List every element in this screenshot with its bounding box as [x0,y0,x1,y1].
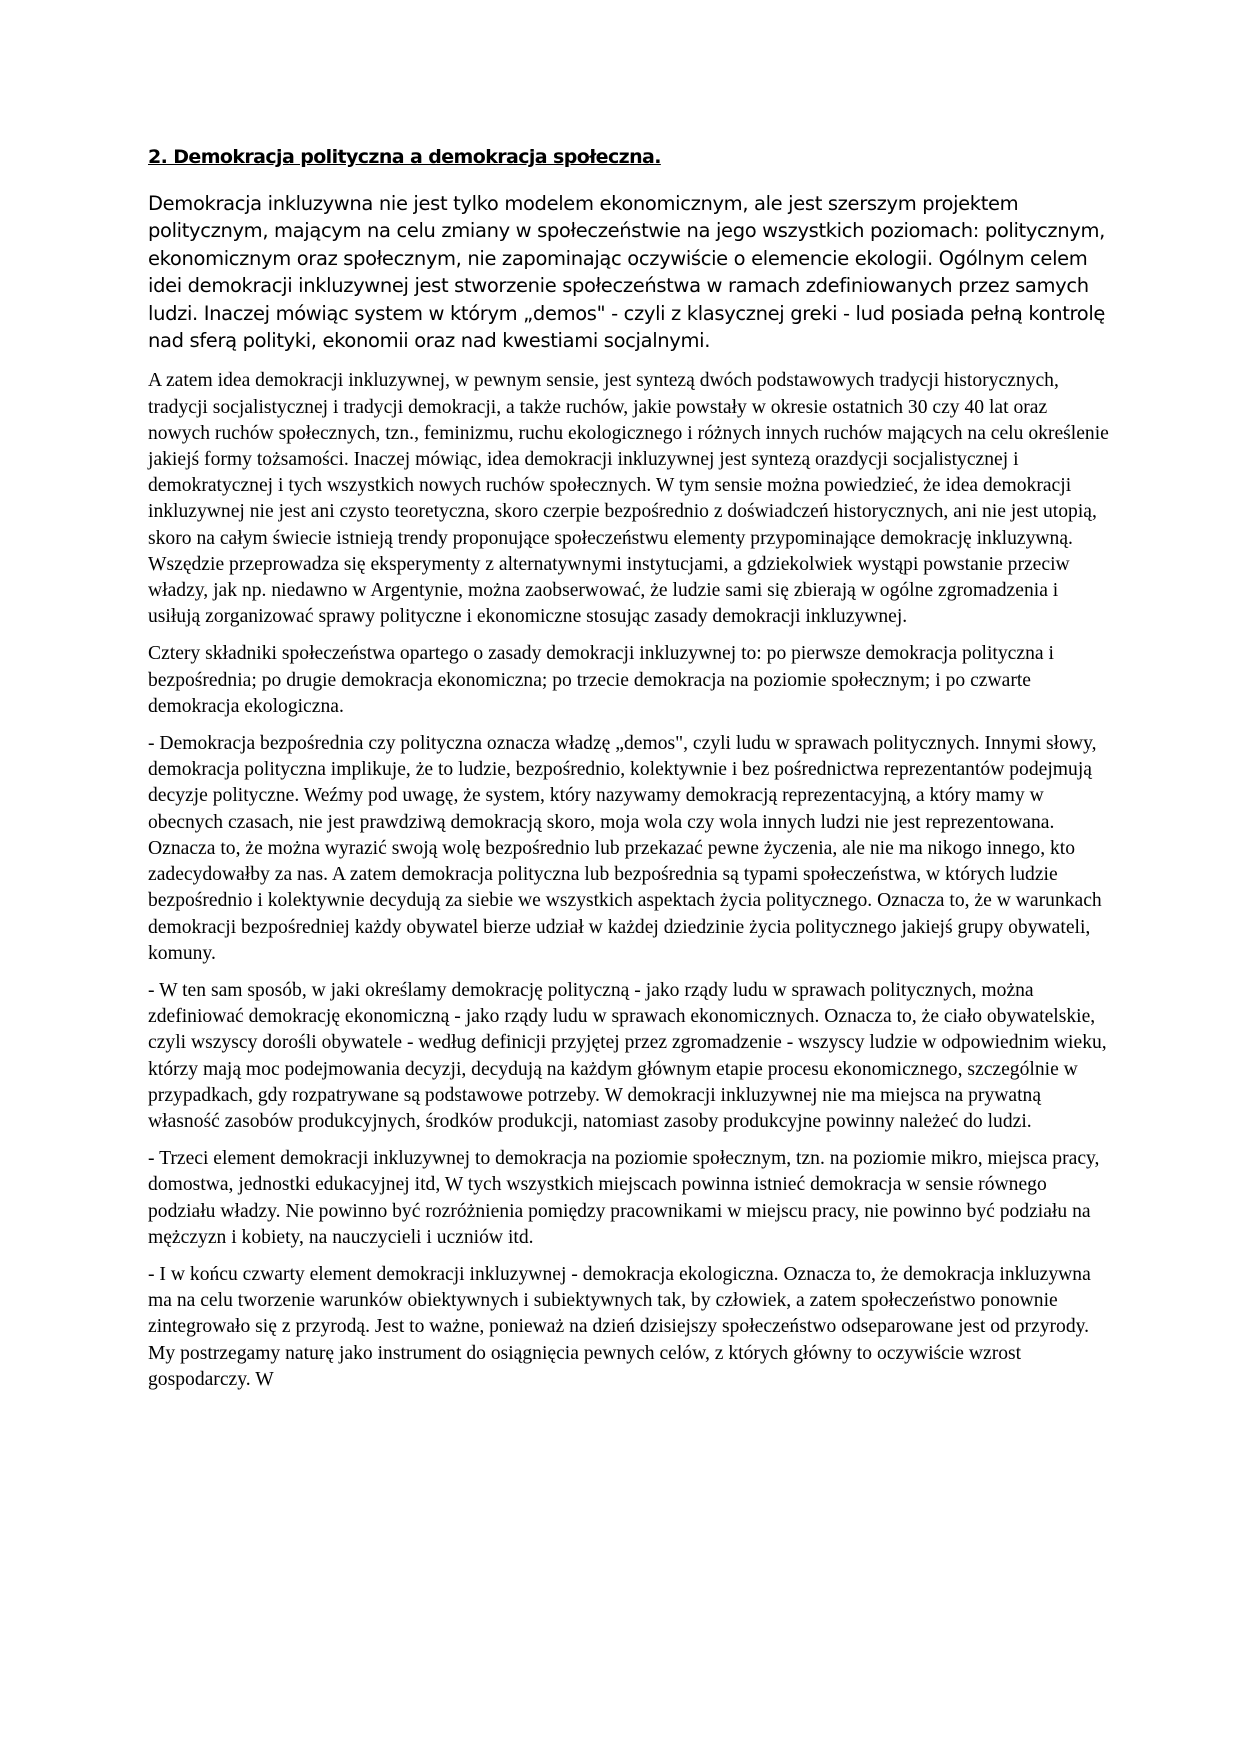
section-heading: 2. Demokracja polityczna a demokracja społeczna. [148,146,661,168]
body-paragraph: A zatem idea demokracji inkluzywnej, w pewnym sensie, jest syntezą dwóch podstawowych tradycji historycznych, tradycji socjalistycznej i tradycji demokracji, a także ruchów, jakie powstały w okresie ostatnich 30 czy 40 lat oraz nowych ruchów społecznych, tzn., feminizmu, ruchu ekologicznego i różnych innych ruchów mających na celu określenie jakiejś formy tożsamości. Inaczej mówiąc, idea demokracji inkluzywnej jest syntezą orazdycji socjalistycznej i demokratycznej i tych wszystkich nowych ruchów społecznych. W tym sensie można powiedzieć, że idea demokracji inkluzywnej nie jest ani czysto teoretyczna, skoro czerpie bezpośrednio z doświadczeń historycznych, ani nie jest utopią, skoro na całym świecie istnieją trendy proponujące społeczeństwu elementy przypominające demokrację inkluzywną. Wszędzie przeprowadza się eksperymenty z alternatywnymi instytucjami, a gdziekolwiek wystąpi powstanie przeciw władzy, jak np. niedawno w Argentynie, można zaobserwować, że ludzie sami się zbierają w ogólne zgromadzenia i usiłują zorganizować sprawy polityczne i ekonomiczne stosując zasady demokracji inkluzywnej. [148,370,1109,628]
body-paragraph: Cztery składniki społeczeństwa opartego o zasady demokracji inkluzywnej to: po pierwsze demokracja polityczna i bezpośrednia; po drugie demokracja ekonomiczna; po trzecie demokracja na poziomie społecznym; i po czwarte demokracja ekologiczna. [148,643,1054,717]
body-paragraph: - W ten sam sposób, w jaki określamy demokrację polityczną - jako rządy ludu w sprawach politycznych, można zdefiniować demokrację ekonomiczną - jako rządy ludu w sprawach ekonomicznych. Oznacza to, że ciało obywatelskie, czyli wszyscy dorośli obywatele - według definicji przyjętej przez zgromadzenie - wszyscy ludzie w odpowiednim wieku, którzy mają moc podejmowania decyzji, decydują na każdym głównym etapie procesu ekonomicznego, szczególnie w przypadkach, gdy rozpatrywane są podstawowe potrzeby. W demokracji inkluzywnej nie ma miejsca na prywatną własność zasobów produkcyjnych, środków produkcji, natomiast zasoby produkcyjne powinny należeć do ludzi. [148,979,1107,1132]
body-paragraph: - Demokracja bezpośrednia czy polityczna oznacza władzę „demos", czyli ludu w sprawach politycznych. Innymi słowy, demokracja polityczna implikuje, że to ludzie, bezpośrednio, kolektywnie i bez pośrednictwa reprezentantów podejmują decyzje polityczne. Weźmy pod uwagę, że system, który nazywamy demokracją reprezentacyjną, a który mamy w obecnych czasach, nie jest prawdziwą demokracją skoro, moja wola czy wola innych ludzi nie jest reprezentowana. Oznacza to, że można wyrazić swoją wolę bezpośrednio lub przekazać pewne życzenia, ale nie ma nikogo innego, kto zadecydowałby za nas. A zatem demokracja polityczna lub bezpośrednia są typami społeczeństwa, w których ludzie bezpośrednio i kolektywnie decydują za siebie we wszystkich aspektach życia politycznego. Oznacza to, że w warunkach demokracji bezpośredniej każdy obywatel bierze udział w każdej dziedzinie życia politycznego jakiejś grupy obywateli, komuny. [148,733,1102,964]
intro-paragraph: Demokracja inkluzywna nie jest tylko modelem ekonomicznym, ale jest szerszym projektem politycznym, mającym na celu zmiany w społeczeństwie na jego wszystkich poziomach: politycznym, ekonomicznym oraz społecznym, nie zapominając oczywiście o elemencie ekologii. Ogólnym celem idei demokracji inkluzywnej jest stworzenie społeczeństwa w ramach zdefiniowanych przez samych ludzi. Inaczej mówiąc system w którym „demos" - czyli z klasycznej greki - lud posiada pełną kontrolę nad sferą polityki, ekonomii oraz nad kwestiami socjalnymi. [148,192,1106,353]
body-paragraph: - I w końcu czwarty element demokracji inkluzywnej - demokracja ekologiczna. Oznacza to, że demokracja inkluzywna ma na celu tworzenie warunków obiektywnych i subiektywnych tak, by człowiek, a zatem społeczeństwo ponownie zintegrowało się z przyrodą. Jest to ważne, ponieważ na dzień dzisiejszy społeczeństwo odseparowane jest od przyrody. My postrzegamy naturę jako instrument do osiągnięcia pewnych celów, z których główny to oczywiście wzrost gospodarczy. W [148,1263,1091,1390]
body-paragraph: - Trzeci element demokracji inkluzywnej to demokracja na poziomie społecznym, tzn. na poziomie mikro, miejsca pracy, domostwa, jednostki edukacyjnej itd, W tych wszystkich miejscach powinna istnieć demokracja w sensie równego podziału władzy. Nie powinno być rozróżnienia pomiędzy pracownikami w miejscu pracy, nie powinno być podziału na mężczyzn i kobiety, na nauczycieli i uczniów itd. [148,1148,1100,1248]
